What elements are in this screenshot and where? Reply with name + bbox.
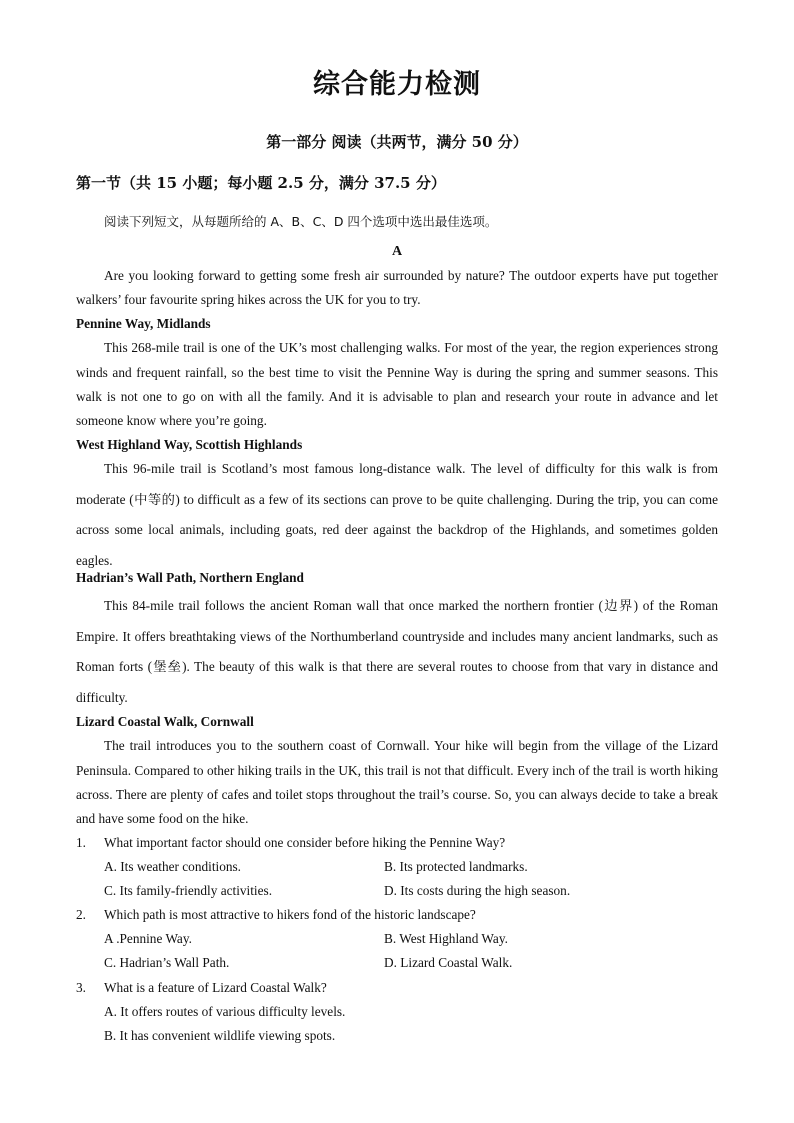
option-b[interactable]: B. West Highland Way. (384, 931, 508, 946)
trail-section-hadrians-wall (76, 566, 718, 713)
option-d[interactable]: D. Lizard Coastal Walk. (384, 955, 513, 970)
trail-text: The trail introduces you to the southern coast of Cornwall. Your hike will begin from the village of the Lizard Peninsula. Compared to other hiking trails in the UK, this trail is not that difficult. Every inch of the trail is worth hiking across. There are plenty of cafes and toilet stops throughout the trail’s course. So, you can always decide to take a break and have some food on the hike. (76, 738, 718, 827)
trail-section-west-highland (76, 433, 718, 576)
question-number: 3. (76, 980, 86, 995)
part-heading: 第一部分 阅读（共两节，满分 50 分） (266, 133, 528, 151)
trail-heading: Lizard Coastal Walk, Cornwall (76, 714, 254, 729)
option-b[interactable]: B. It has convenient wildlife viewing spots. (104, 1028, 336, 1043)
trail-heading: Pennine Way, Midlands (76, 316, 211, 331)
trail-text: This 84-mile trail follows the ancient Roman wall that once marked the northern frontier (边界) of the Roman Empire. It offers breathtaking views of the Northumberland countryside and includes many ancient landmarks, such as Roman forts (堡垒). The beauty of this walk is that there are several routes to choose from that vary in distance and difficulty. (76, 598, 718, 705)
section-heading: 第一节（共 15 小题；每小题 2.5 分，满分 37.5 分） (76, 174, 446, 192)
trail-text: This 268-mile trail is one of the UK’s most challenging walks. For most of the year, the region experiences strong winds and frequent rainfall, so the best time to visit the Pennine Way is during the spring and summer seasons. This walk is not one to go on with all the family. And it is advisable to plan and research your route in advance and let someone know where you’re going. (76, 340, 718, 429)
passage-label: A (391, 244, 403, 259)
trail-text: This 96-mile trail is Scotland’s most famous long-distance walk. The level of difficulty for this walk is from moderate (中等的) to difficult as a few of its sections can prove to be quite challenging. During the trip, you can come across some local animals, including goats, red deer against the backdrop of the Highlands, and sometimes golden eagles. (76, 461, 718, 568)
option-a[interactable]: A .Pennine Way. (104, 931, 192, 946)
option-c[interactable]: C. Hadrian’s Wall Path. (104, 955, 230, 970)
trail-section-pennine (76, 312, 718, 433)
instructions: 阅读下列短文，从每题所给的 A、B、C、D 四个选项中选出最佳选项。 (104, 214, 498, 229)
option-c[interactable]: C. Its family-friendly activities. (104, 883, 273, 898)
trail-section-lizard (76, 710, 718, 831)
question-text: What important factor should one consider before hiking the Pennine Way? (104, 835, 506, 850)
page-title: 综合能力检测 (313, 69, 481, 100)
passage-intro-block (76, 264, 718, 313)
passage-intro: Are you looking forward to getting some fresh air surrounded by nature? The outdoor experts have put together walkers’ four favourite spring hikes across the UK for you to try. (76, 268, 718, 308)
option-d[interactable]: D. Its costs during the high season. (384, 883, 571, 898)
question-number: 1. (76, 835, 86, 850)
question-number: 2. (76, 907, 86, 922)
question-text: Which path is most attractive to hikers fond of the historic landscape? (104, 907, 476, 922)
option-a[interactable]: A. It offers routes of various difficulty levels. (104, 1004, 346, 1019)
question-text: What is a feature of Lizard Coastal Walk? (104, 980, 327, 995)
option-b[interactable]: B. Its protected landmarks. (384, 859, 528, 874)
trail-heading: West Highland Way, Scottish Highlands (76, 437, 303, 452)
option-a[interactable]: A. Its weather conditions. (104, 859, 242, 874)
trail-heading: Hadrian’s Wall Path, Northern England (76, 570, 304, 585)
